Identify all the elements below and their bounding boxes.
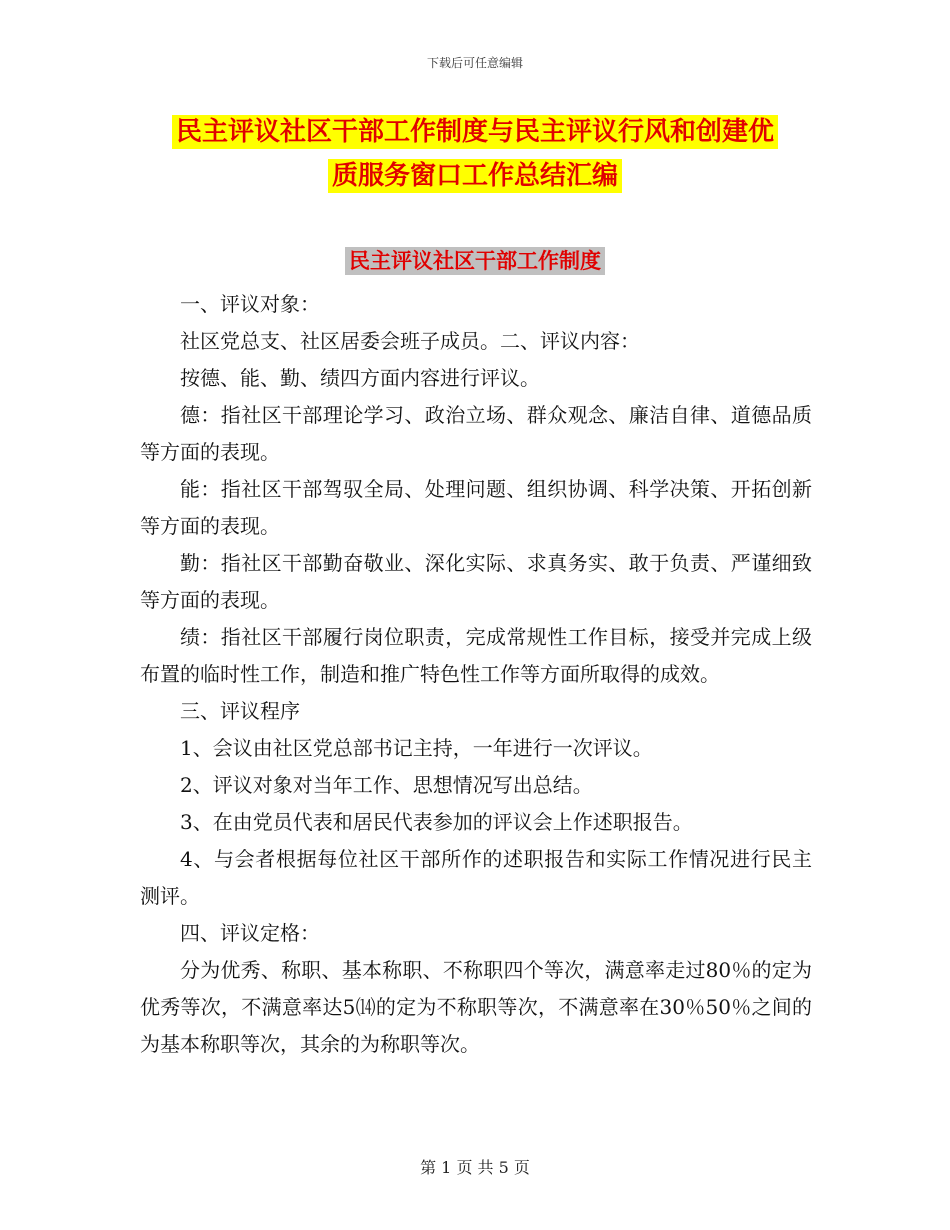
paragraph: 4、与会者根据每位社区干部所作的述职报告和实际工作情况进行民主测评。 bbox=[140, 847, 812, 908]
page-number-footer: 第 1 页 共 5 页 bbox=[420, 1158, 530, 1177]
paragraph: 按德、能、勤、绩四方面内容进行评议。 bbox=[180, 366, 540, 390]
paragraph: 绩：指社区干部履行岗位职责，完成常规性工作目标，接受并完成上级布置的临时性工作，制造和推广特色性工作等方面所取得的成效。 bbox=[140, 625, 812, 686]
section-heading bbox=[0, 244, 950, 278]
paragraph: 德：指社区干部理论学习、政治立场、群众观念、廉洁自律、道德品质等方面的表现。 bbox=[140, 403, 812, 464]
document-title-text-2: 质服务窗口工作总结汇编 bbox=[328, 159, 622, 193]
paragraph: 3、在由党员代表和居民代表参加的评议会上作述职报告。 bbox=[180, 810, 693, 834]
paragraph: 勤：指社区干部勤奋敬业、深化实际、求真务实、敢于负责、严谨细致等方面的表现。 bbox=[140, 551, 812, 612]
document-body bbox=[140, 286, 812, 1063]
paragraph: 一、评议对象： bbox=[180, 292, 320, 316]
paragraph: 三、评议程序 bbox=[180, 699, 300, 723]
paragraph: 社区党总支、社区居委会班子成员。二、评议内容： bbox=[180, 329, 640, 353]
paragraph: 1、会议由社区党总部书记主持，一年进行一次评议。 bbox=[180, 736, 653, 760]
header-note: 下载后可任意编辑 bbox=[426, 56, 523, 70]
document-title-text-1: 民主评议社区干部工作制度与民主评议行风和创建优 bbox=[172, 115, 778, 149]
section-heading-text: 民主评议社区干部工作制度 bbox=[345, 247, 605, 275]
paragraph: 四、评议定格： bbox=[180, 921, 320, 945]
paragraph: 分为优秀、称职、基本称职、不称职四个等次，满意率走过80％的定为优秀等次，不满意率达5⒁的定为不称职等次，不满意率在30％50％之间的为基本称职等次，其余的为称职等次。 bbox=[140, 958, 812, 1056]
paragraph: 2、评议对象对当年工作、思想情况写出总结。 bbox=[180, 773, 593, 797]
document-title-line-2 bbox=[140, 152, 810, 200]
paragraph: 能：指社区干部驾驭全局、处理问题、组织协调、科学决策、开拓创新等方面的表现。 bbox=[140, 477, 812, 538]
document-title-line-1 bbox=[140, 108, 810, 156]
